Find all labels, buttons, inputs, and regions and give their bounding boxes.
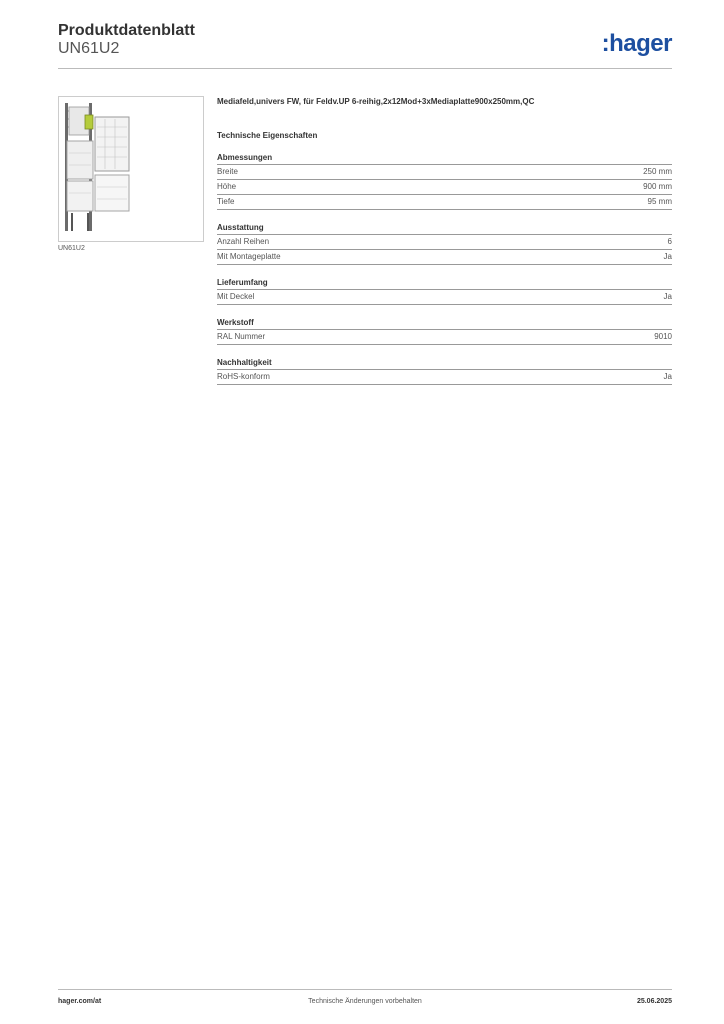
spec-value: 250 mm	[643, 167, 672, 176]
spec-section	[217, 317, 672, 345]
section-title: Nachhaltigkeit	[217, 357, 672, 370]
spec-value: Ja	[663, 372, 672, 381]
section-title: Abmessungen	[217, 152, 672, 165]
spec-label: Anzahl Reihen	[217, 237, 270, 246]
product-code: UN61U2	[58, 40, 120, 57]
spec-section	[217, 152, 672, 210]
spec-value: 6	[667, 237, 672, 246]
product-description: Mediafeld,univers FW, für Feldv.UP 6-reihig,2x12Mod+3xMediaplatte900x250mm,QC	[217, 97, 535, 106]
spec-row	[217, 165, 672, 180]
footer-website: hager.com/at	[58, 998, 102, 1005]
document-title: Produktdatenblatt	[58, 22, 195, 39]
spec-value: 95 mm	[647, 197, 672, 206]
page-header	[58, 20, 672, 70]
footer-notice: Technische Änderungen vorbehalten	[308, 998, 422, 1005]
technical-properties-heading: Technische Eigenschaften	[217, 131, 318, 140]
spec-section	[217, 277, 672, 305]
spec-label: Mit Montageplatte	[217, 252, 281, 261]
media-panel-illustration	[59, 97, 203, 241]
spec-row	[217, 235, 672, 250]
spec-value: Ja	[663, 252, 672, 261]
footer-date: 25.06.2025	[636, 998, 672, 1005]
spec-value: Ja	[663, 292, 672, 301]
spec-section	[217, 222, 672, 265]
spec-content	[217, 96, 672, 385]
header-divider	[58, 68, 672, 69]
section-title: Werkstoff	[217, 317, 672, 330]
section-title: Lieferumfang	[217, 277, 672, 290]
section-title: Ausstattung	[217, 222, 672, 235]
spec-row	[217, 250, 672, 265]
spec-label: Höhe	[217, 182, 237, 191]
hager-logo	[602, 30, 672, 58]
spec-section	[217, 357, 672, 385]
logo-dots-icon: :	[601, 30, 610, 57]
image-caption: UN61U2	[58, 245, 85, 252]
spec-row	[217, 195, 672, 210]
spec-value: 9010	[654, 332, 672, 341]
product-image	[58, 96, 204, 242]
spec-row	[217, 290, 672, 305]
spec-label: Mit Deckel	[217, 292, 255, 301]
spec-sections	[217, 152, 672, 385]
spec-row	[217, 370, 672, 385]
spec-row	[217, 330, 672, 345]
spec-row	[217, 180, 672, 195]
spec-label: Breite	[217, 167, 238, 176]
spec-label: RoHS-konform	[217, 372, 270, 381]
logo-text: hager	[609, 30, 672, 57]
spec-label: RAL Nummer	[217, 332, 266, 341]
spec-label: Tiefe	[217, 197, 235, 206]
footer-divider	[58, 989, 672, 990]
spec-value: 900 mm	[643, 182, 672, 191]
